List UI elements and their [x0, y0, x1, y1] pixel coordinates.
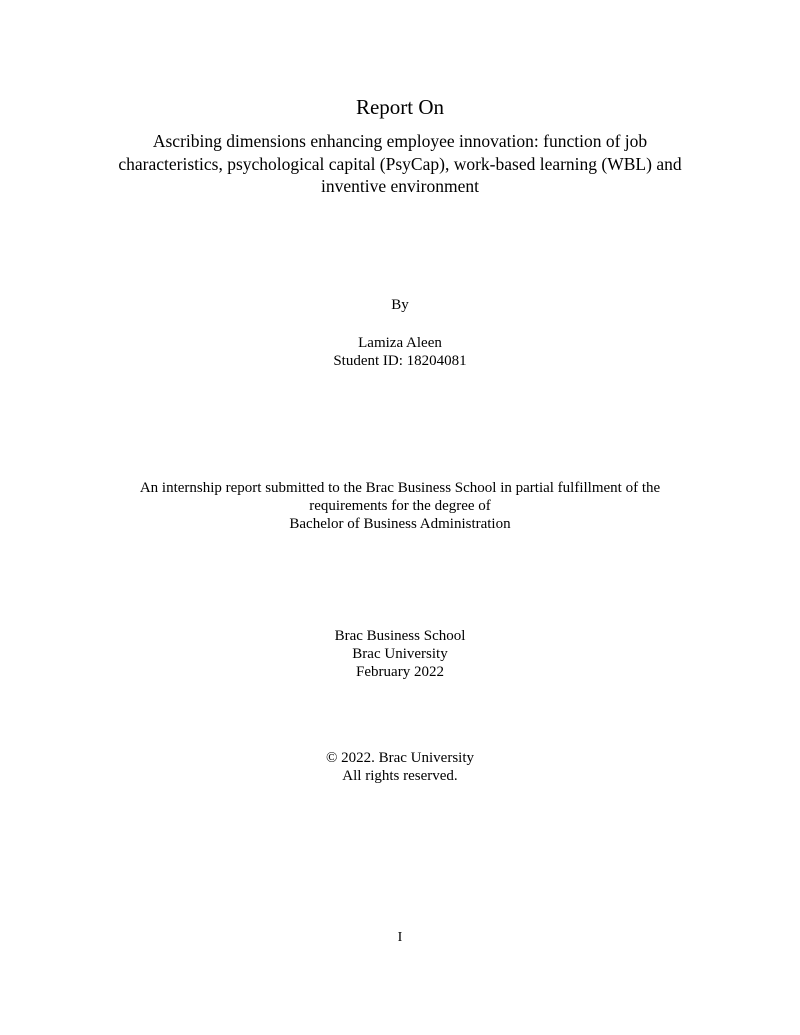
submission-statement	[0, 479, 800, 533]
student-id: Student ID: 18204081	[333, 353, 467, 369]
university-name: Brac University	[352, 646, 448, 662]
title-line: inventive environment	[321, 176, 479, 196]
title-line: Ascribing dimensions enhancing employee innovation: function of job	[152, 131, 648, 151]
submission-line: An internship report submitted to the Brac Business School in partial fulfillment of the	[139, 480, 661, 496]
page-number-text: I	[397, 930, 403, 945]
submission-date: February 2022	[356, 664, 444, 680]
page-number	[0, 929, 800, 947]
submission-line: requirements for the degree of	[309, 498, 491, 514]
by-label: By	[391, 297, 409, 313]
degree-name: Bachelor of Business Administration	[289, 516, 511, 532]
report-heading	[0, 94, 800, 120]
by-section	[0, 296, 800, 314]
copyright-section	[0, 749, 800, 785]
school-name: Brac Business School	[334, 628, 466, 644]
author-section	[0, 334, 800, 370]
copyright-line: © 2022. Brac University	[325, 750, 475, 766]
title-line: characteristics, psychological capital (PsyCap), work-based learning (WBL) and	[118, 153, 682, 174]
rights-line: All rights reserved.	[342, 768, 458, 784]
report-on-label: Report On	[355, 95, 445, 119]
institution-section	[0, 627, 800, 681]
author-name: Lamiza Aleen	[358, 335, 442, 351]
report-title	[0, 130, 800, 198]
